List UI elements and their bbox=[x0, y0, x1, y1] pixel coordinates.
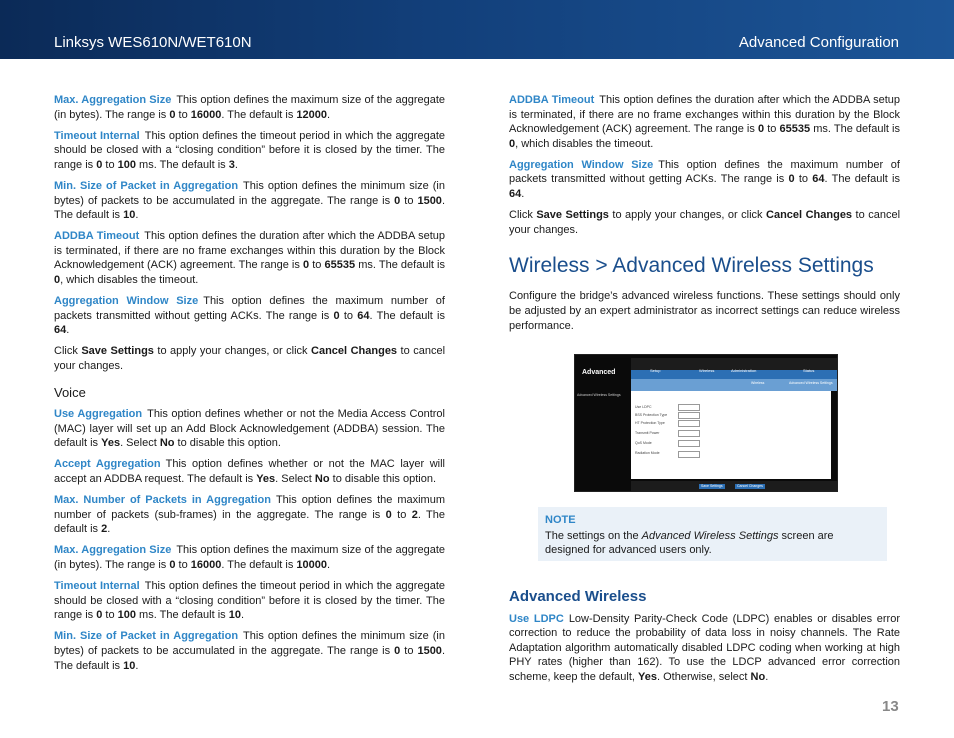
click-instructions: Click Save Settings to apply your changes, or click Cancel Changes to cancel your changes. bbox=[54, 345, 446, 372]
param-paragraph: Timeout Internal This option defines the timeout period in which the aggregate should be closed with a “closing condition” before it is closed by the timer. The range is 0 to 100 ms. The default is 10. bbox=[54, 580, 445, 622]
param-term: ADDBA Timeout bbox=[509, 94, 595, 106]
screenshot-select bbox=[678, 404, 700, 411]
param-paragraph: Min. Size of Packet in Aggregation This option defines the minimum size (in bytes) of packets to be accumulated in the aggregate. The range is 0 to 1500. The default is 10. bbox=[54, 630, 445, 672]
param-paragraph: Use LDPC Low-Density Parity-Check Code (LDPC) enables or disables error correction to reduce the probability of data loss in noisy channels. The Rate Adaptation algorithm automatically disabled LDPC coding when working at high PHY rates (higher than 162). To use the LDCP advanced error correction scheme, keep the default, Yes. Otherwise, select No. bbox=[509, 612, 900, 683]
param-term: Accept Aggregation bbox=[54, 458, 161, 471]
param-term: Max. Aggregation Size bbox=[54, 544, 172, 557]
param-term: Max. Number of Packets in Aggregation bbox=[54, 494, 271, 507]
screenshot-footer bbox=[631, 481, 837, 491]
screenshot-tab: Wireless bbox=[699, 368, 715, 373]
param-paragraph: Aggregation Window Size This option defines the maximum number of packets transmitted without getting ACKs. The range is 0 to 64. The default is 64. bbox=[509, 158, 901, 201]
param-term: Timeout Internal bbox=[54, 580, 140, 593]
screenshot-row: BSS Protection Type bbox=[635, 413, 668, 417]
doc-title: Linksys WES610N/WET610N bbox=[54, 34, 252, 51]
screenshot-cancel-button: Cancel Changes bbox=[737, 484, 763, 488]
screenshot-tab: Setup bbox=[650, 368, 661, 373]
param-paragraph: Use Aggregation This option defines whether or not the Media Access Control (MAC) layer will set up an Add Block Acknowledgement (ADDBA) session. The default is Yes. Select No to disable this option. bbox=[54, 408, 445, 450]
screenshot-subtab: Advanced Wireless Settings bbox=[789, 381, 833, 385]
param-term: Max. Aggregation Size bbox=[54, 94, 172, 106]
param-term: Min. Size of Packet in Aggregation bbox=[54, 630, 239, 643]
param-paragraph: Max. Aggregation Size This option defines the maximum size of the aggregate (in bytes). The range is 0 to 16000. The default is 10000. bbox=[54, 544, 446, 572]
param-paragraph: ADDBA Timeout This option defines the duration after which the ADDBA setup is terminated, if there are no frame exchanges within this duration by the Block Acknowledgement (ACK) agreement. The range is 0 to 65535 ms. The default is 0, which disables the timeout. bbox=[54, 230, 445, 287]
param-paragraph: Aggregation Window Size This option defines the maximum number of packets transmitted without getting ACKs. The range is 0 to 64. The default is 64. bbox=[54, 295, 446, 337]
click-instructions: Click Save Settings to apply your changes, or click Cancel Changes to cancel your changes. bbox=[509, 209, 901, 236]
screenshot-save-button: Save Settings bbox=[701, 484, 723, 488]
page-number: 13 bbox=[882, 698, 899, 715]
screenshot-sidebar-label: Advanced Wireless Settings bbox=[577, 393, 621, 397]
voice-heading: Voice bbox=[54, 384, 86, 400]
screenshot-tab: Administration bbox=[731, 368, 757, 373]
param-term: Use Aggregation bbox=[54, 408, 143, 421]
screenshot-select bbox=[678, 440, 700, 447]
param-term: ADDBA Timeout bbox=[54, 230, 140, 243]
param-term: Min. Size of Packet in Aggregation bbox=[54, 179, 239, 192]
screenshot-row: Transmit Power bbox=[635, 431, 660, 435]
note-box bbox=[538, 507, 887, 561]
screenshot-select bbox=[678, 420, 700, 427]
screenshot-tab: Status bbox=[803, 368, 815, 373]
note-title: NOTE bbox=[545, 514, 576, 526]
param-term: Aggregation Window Size bbox=[509, 158, 654, 171]
screenshot-select bbox=[678, 412, 700, 419]
settings-screenshot bbox=[574, 354, 838, 492]
param-term: Use LDPC bbox=[509, 612, 564, 625]
screenshot-subtab: Wireless bbox=[751, 381, 765, 385]
section-intro: Configure the bridge’s advanced wireless functions. These settings should only be adjusted by an expert administrator as incorrect settings can reduce wireless performance. bbox=[509, 290, 900, 332]
subsection-heading: Advanced Wireless bbox=[509, 588, 647, 605]
section-title: Advanced Configuration bbox=[738, 34, 899, 51]
screenshot-select bbox=[678, 430, 700, 437]
param-paragraph: Max. Number of Packets in Aggregation This option defines the maximum number of packets (sub-frames) in the aggregate. The range is 0 to 2. The default is 2. bbox=[54, 494, 445, 536]
screenshot-brand: Advanced bbox=[582, 369, 616, 376]
param-paragraph: Timeout Internal This option defines the timeout period in which the aggregate should be closed with a “closing condition” before it is closed by the timer. The range is 0 to 100 ms. The default is 3. bbox=[54, 129, 445, 171]
header-banner bbox=[0, 0, 954, 59]
note-text: The settings on the Advanced Wireless Settings screen are designed for advanced users only. bbox=[545, 529, 834, 557]
param-term: Aggregation Window Size bbox=[54, 295, 199, 308]
param-paragraph: ADDBA Timeout This option defines the duration after which the ADDBA setup is terminated, if there are no frame exchanges within this duration by the Block Acknowledgement (ACK) agreement. The range is 0 to 65535 ms. The default is 0, which disables the timeout. bbox=[509, 94, 900, 150]
param-paragraph: Accept Aggregation This option defines whether or not the MAC layer will accept an ADDBA request. The default is Yes. Select No to disable this option. bbox=[54, 458, 445, 486]
screenshot-row: Use LDPC bbox=[635, 405, 652, 409]
screenshot-row: Radiation Mode bbox=[635, 451, 660, 455]
param-term: Timeout Internal bbox=[54, 129, 140, 142]
screenshot-select bbox=[678, 451, 700, 458]
screenshot-row: HT Protection Type bbox=[635, 421, 665, 425]
advanced-wireless-section bbox=[509, 590, 900, 685]
right-column bbox=[509, 93, 900, 340]
screenshot-content bbox=[631, 391, 831, 479]
left-column bbox=[54, 93, 445, 680]
screenshot-row: QoS Mode bbox=[635, 441, 652, 445]
param-paragraph: Min. Size of Packet in Aggregation This option defines the minimum size (in bytes) of packets to be accumulated in the aggregate. The range is 0 to 1500. The default is 10. bbox=[54, 179, 445, 222]
param-paragraph: Max. Aggregation Size This option defines the maximum size of the aggregate (in bytes). The range is 0 to 16000. The default is 12000. bbox=[54, 94, 446, 121]
section-heading: Wireless > Advanced Wireless Settings bbox=[509, 254, 874, 278]
